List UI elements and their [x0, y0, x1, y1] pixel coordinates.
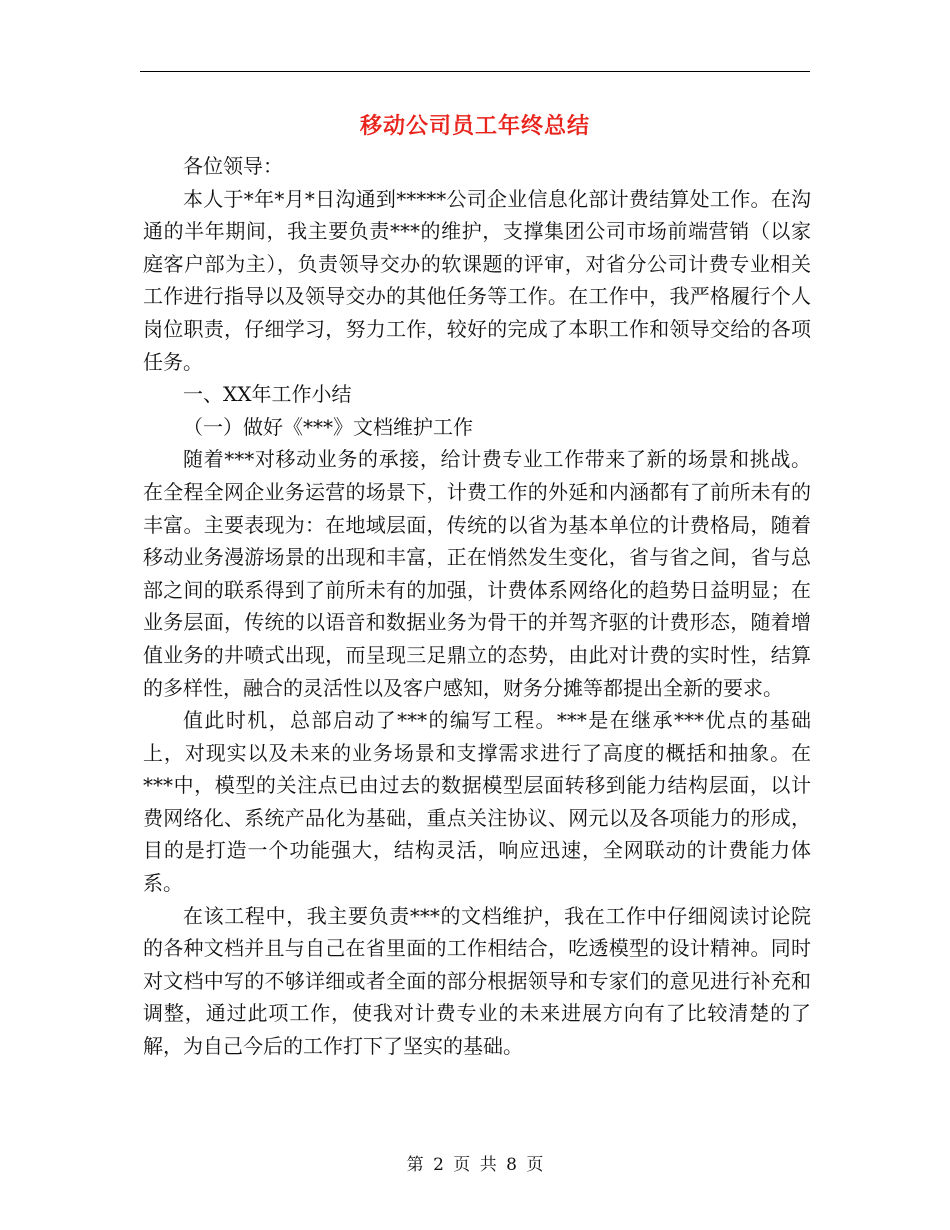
paragraph-background: 随着***对移动业务的承接，给计费专业工作带来了新的场景和挑战。在全程全网企业务运营的场景下，计费工作的外延和内涵都有了前所未有的丰富。主要表现为：在地域层面，传统的以省为基本单位的计费格局，随着移动业务漫游场景的出现和丰富，正在悄然发生变化，省与省之间，省与总部之间的联系得到了前所未有的加强，计费体系网络化的趋势日益明显；在业务层面，传统的以语音和数据业务为骨干的并驾齐驱的计费形态，随着增值业务的井喷式出现，而呈现三足鼎立的态势，由此对计费的实时性，结算的多样性，融合的灵活性以及客户感知，财务分摊等都提出全新的要求。: [143, 447, 811, 700]
paragraph-intro: 本人于*年*月*日沟通到*****公司企业信息化部计费结算处工作。在沟通的半年期间，我主要负责***的维护，支撑集团公司市场前端营销（以家庭客户部为主），负责领导交办的软课题的评审，对省分公司计费专业相关工作进行指导以及领导交办的其他任务等工作。在工作中，我严格履行个人岗位职责，仔细学习，努力工作，较好的完成了本职工作和领导交给的各项任务。: [143, 186, 811, 374]
document-body: [143, 150, 811, 1063]
section-heading: 一、XX年工作小结: [183, 382, 352, 407]
paragraph-project: 值此时机，总部启动了***的编写工程。***是在继承***优点的基础上，对现实以及未来的业务场景和支撑需求进行了高度的概括和抽象。在***中，模型的关注点已由过去的数据模型层面转移到能力结构层面，以计费网络化、系统产品化为基础，重点关注协议、网元以及各项能力的形成，目的是打造一个功能强大，结构灵活，响应迅速，全网联动的计费能力体系。: [143, 708, 811, 896]
header-rule: [140, 71, 810, 72]
subsection-heading: （一）做好《***》文档维护工作: [183, 414, 473, 439]
document-title: 移动公司员工年终总结: [359, 113, 590, 139]
paragraph-role: 在该工程中，我主要负责***的文档维护，我在工作中仔细阅读讨论院的各种文档并且与自己在省里面的工作相结合，吃透模型的设计精神。同时对文档中写的不够详细或者全面的部分根据领导和专家们的意见进行补充和调整，通过此项工作，使我对计费专业的未来进展方向有了比较清楚的了解，为自己今后的工作打下了坚实的基础。: [143, 903, 811, 1059]
page-number: 第 2 页 共 8 页: [406, 1155, 544, 1175]
salutation: 各位领导：: [183, 154, 283, 178]
